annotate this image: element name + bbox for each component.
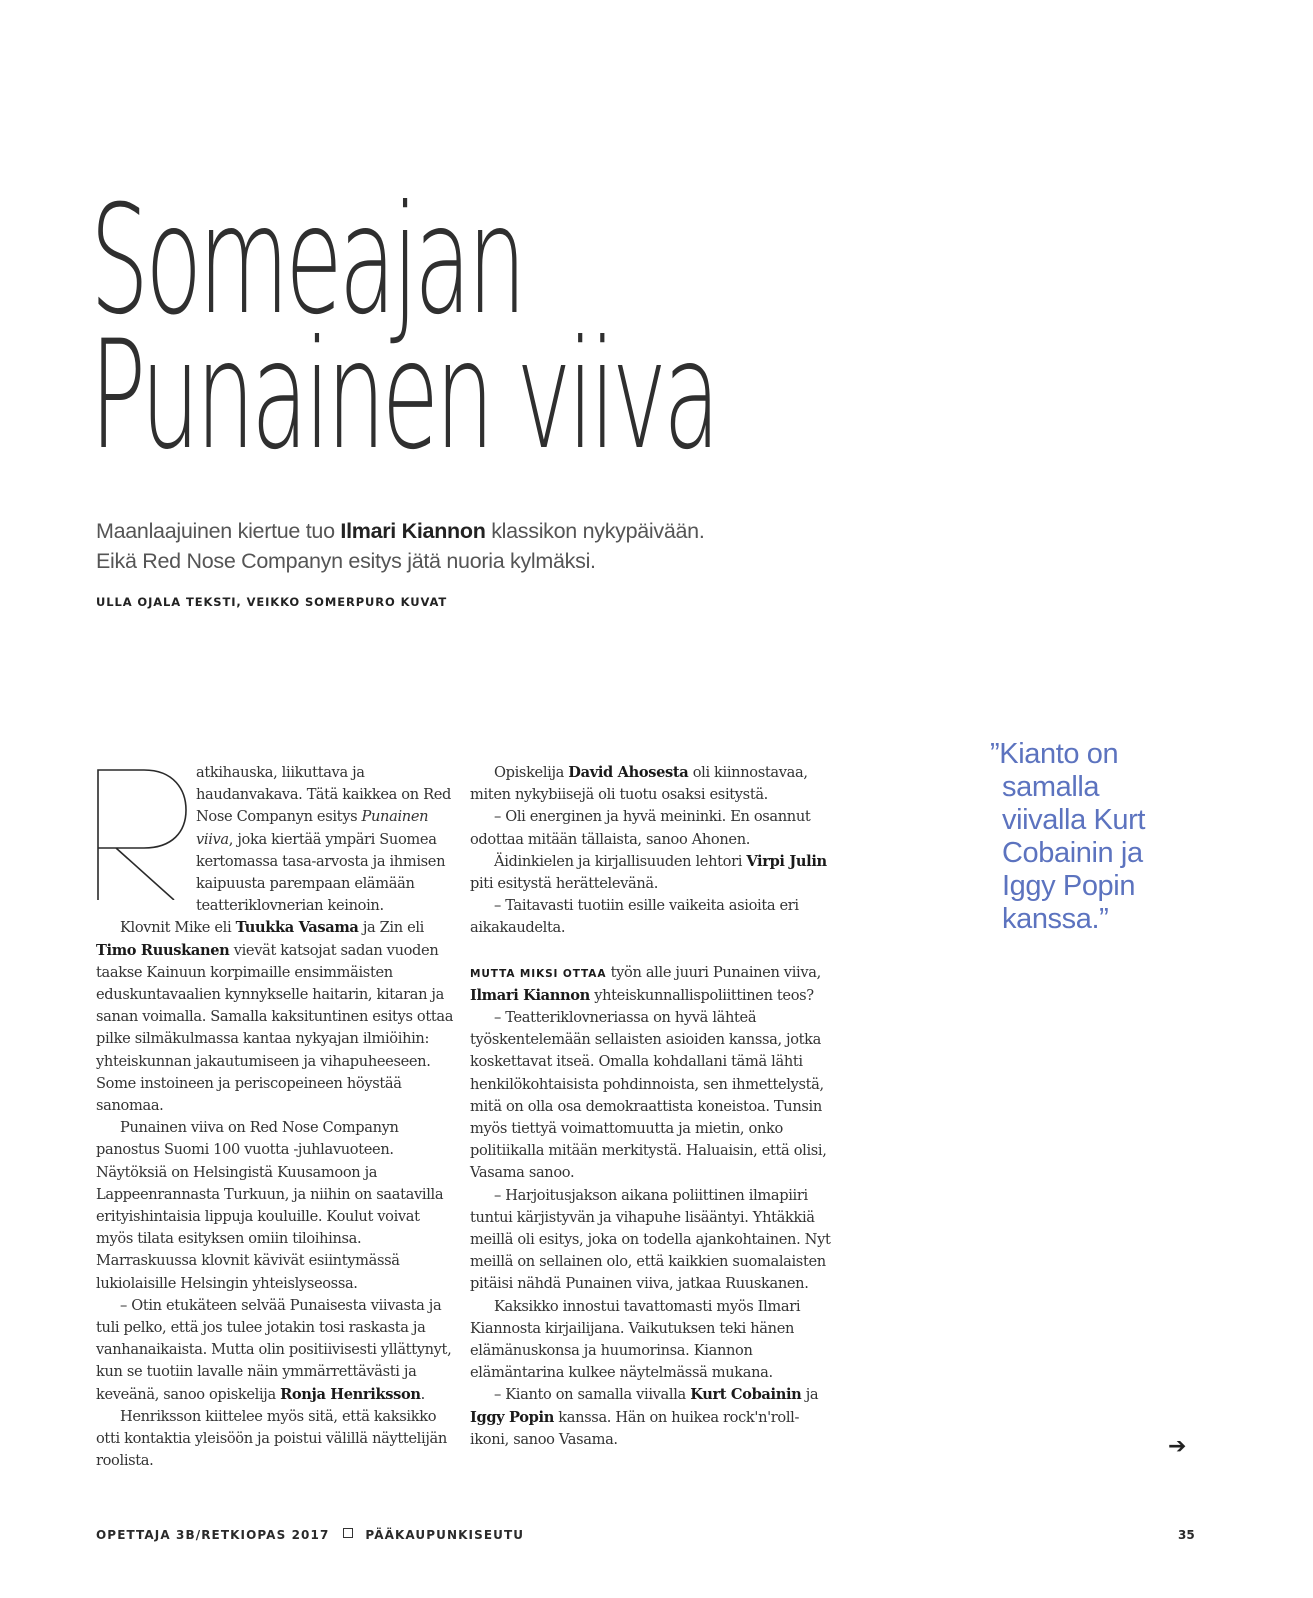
italic-title: Punainen viiva <box>196 808 429 848</box>
pull-quote-line: ”Kianto on <box>990 738 1119 770</box>
text: – Kianto on samalla viivalla <box>494 1386 691 1404</box>
page-footer <box>96 1528 524 1542</box>
text: – Otin etukäteen selvää Punaisesta viivasta ja tuli pelko, että jos tulee jotakin tosi raskasta ja vanhanaikaista. Mutta olin positiivisesti yllättynyt, kun se tuotiin lavalle näin ymmärrettävästi ja keveänä, sanoo opiskelija <box>96 1296 452 1403</box>
paragraph: – Harjoitusjakson aikana poliittinen ilmapiiri tuntui kärjistyvän ja vihapuhe lisääntyi. Yhtäkkiä meillä oli esitys, joka on todella ajankohtainen. Nyt meillä on sellainen olo, että kaikkien suomalaisten pitäisi nähdä Punainen viiva, jatkaa Ruuskanen. <box>470 1186 831 1293</box>
article-column-2 <box>470 762 832 1451</box>
pull-quote-line: samalla <box>1002 771 1100 803</box>
person-name: Iggy Popin <box>470 1408 554 1426</box>
pull-quote-line: Iggy Popin <box>1002 870 1136 902</box>
text: työn alle juuri Punainen viiva, <box>606 963 821 981</box>
paragraph <box>96 1295 458 1406</box>
headline-line-1: Someajan <box>90 174 523 348</box>
person-name: Ronja Henriksson <box>280 1385 421 1403</box>
person-name: Virpi Julin <box>746 852 827 870</box>
paragraph <box>96 917 458 1117</box>
byline: ULLA OJALA TEKSTI, VEIKKO SOMERPURO KUVAT <box>96 595 448 609</box>
publication-name: OPETTAJA 3B/RETKIOPAS 2017 <box>96 1528 330 1542</box>
pull-quote <box>990 738 1190 936</box>
paragraph: – Teatteriklovneriassa on hyvä lähteä työskentelemään sellaisten asioiden kanssa, jotka koskettavat itseä. Omalla kohdallani tämä lähti henkilökohtaisista pohdinnoista, sen ihmettelystä, mitä on olla osa demokraattista koneistoa. Tunsin myös tiettyä voimattomuutta ja mietin, onko politiikalla mitään merkitystä. Haluaisin, että olisi, Vasama sanoo. <box>470 1009 827 1182</box>
lead-bold-name: Ilmari Kiannon <box>340 519 486 543</box>
pull-quote-line: viivalla Kurt <box>1002 804 1146 836</box>
lead-text-line2: Eikä Red Nose Companyn esitys jätä nuoria kylmäksi. <box>96 549 596 573</box>
text: Klovnit Mike eli <box>120 919 236 937</box>
text: Äidinkielen ja kirjallisuuden lehtori <box>494 852 747 870</box>
section-paragraph <box>470 962 832 1007</box>
person-name: David Ahosesta <box>568 764 689 781</box>
paragraph <box>470 851 832 895</box>
paragraph: – Taitavasti tuotiin esille vaikeita asioita eri aikakaudelta. <box>470 897 799 937</box>
square-separator-icon <box>343 1528 353 1538</box>
paragraph <box>470 1384 832 1451</box>
paragraph <box>470 762 832 806</box>
text: , joka kiertää ympäri Suomea kertomassa tasa-arvosta ja ihmisen kaipuusta parempaan elämään teatteriklovnerian keinoin. <box>196 830 446 915</box>
text: kanssa. Hän on huikea rock'n'roll-ikoni, sanoo Vasama. <box>470 1408 800 1448</box>
text: ja Zin eli <box>358 919 425 937</box>
paragraph: Henriksson kiittelee myös sitä, että kaksikko otti kontaktia yleisöön ja poistui välillä näyttelijän roolista. <box>96 1407 447 1470</box>
lead-text: klassikon nykypäivään. <box>485 519 705 543</box>
text: vievät katsojat sadan vuoden taakse Kainuun korpimaille ensimmäisten eduskuntavaalien kynnykselle haitarin, kitaran ja sanan voimalla. Samalla kaksituntinen esitys ottaa pilke silmäkulmassa kantaa nykyajan ilmiöihin: yhteiskunnan jakautumiseen ja vihapuheeseen. Some instoineen ja periscopeineen höystää sanomaa. <box>96 941 454 1115</box>
text: . <box>420 1385 425 1403</box>
text: yhteiskunnallispoliittinen teos? <box>589 986 814 1004</box>
text: atkihauska, liikuttava ja haudanvakava. Tätä kaikkea on Red Nose Companyn esitys <box>196 764 451 826</box>
lead-text: Maanlaajuinen kiertue tuo <box>96 519 341 543</box>
paragraph: Punainen viiva on Red Nose Companyn panostus Suomi 100 vuotta -juhlavuoteen. Näytöksiä on Helsingistä Kuusamoon ja Lappeenrannasta Turkuun, ja niihin on saatavilla erityishintaisia lippuja kouluille. Koulut voivat myös tilata esityksen omiin tiloihinsa. Marraskuussa klovnit kävivät esiintymässä lukiolaisille Helsingin yhteislyseossa. <box>96 1119 444 1292</box>
paragraph: Kaksikko innostui tavattomasti myös Ilmari Kiannosta kirjailijana. Vaikutuksen teki hänen elämänuskonsa ja huumorinsa. Kiannon elämäntarina kulkee näytelmässä mukana. <box>470 1297 801 1382</box>
arrow-right-icon: ➔ <box>1168 1434 1187 1459</box>
person-name: Timo Ruuskanen <box>96 941 230 959</box>
text: ja <box>801 1386 819 1404</box>
pull-quote-line: Cobainin ja <box>1002 837 1143 869</box>
lead-paragraph <box>96 516 816 576</box>
text: Opiskelija <box>494 764 569 781</box>
text: piti esitystä herättelevänä. <box>470 875 659 893</box>
paragraph <box>192 762 458 917</box>
section-lead-in: MUTTA MIKSI OTTAA <box>470 967 607 980</box>
paragraph: – Oli energinen ja hyvä meininki. En osannut odottaa mitään tällaista, sanoo Ahonen. <box>470 808 811 848</box>
pull-quote-line: kanssa.” <box>1002 903 1109 935</box>
person-name: Tuukka Vasama <box>235 919 359 937</box>
drop-cap-r <box>96 766 192 900</box>
person-name: Ilmari Kiannon <box>470 986 590 1004</box>
section-name: PÄÄKAUPUNKISEUTU <box>365 1528 525 1542</box>
page-number: 35 <box>1178 1528 1195 1542</box>
text: oli kiinnostavaa, miten nykybiisejä oli tuotu osaksi esitystä. <box>470 764 808 804</box>
headline-line-2: Punainen viiva <box>90 309 717 483</box>
person-name: Kurt Cobainin <box>690 1386 802 1404</box>
article-column-1 <box>96 762 458 1473</box>
